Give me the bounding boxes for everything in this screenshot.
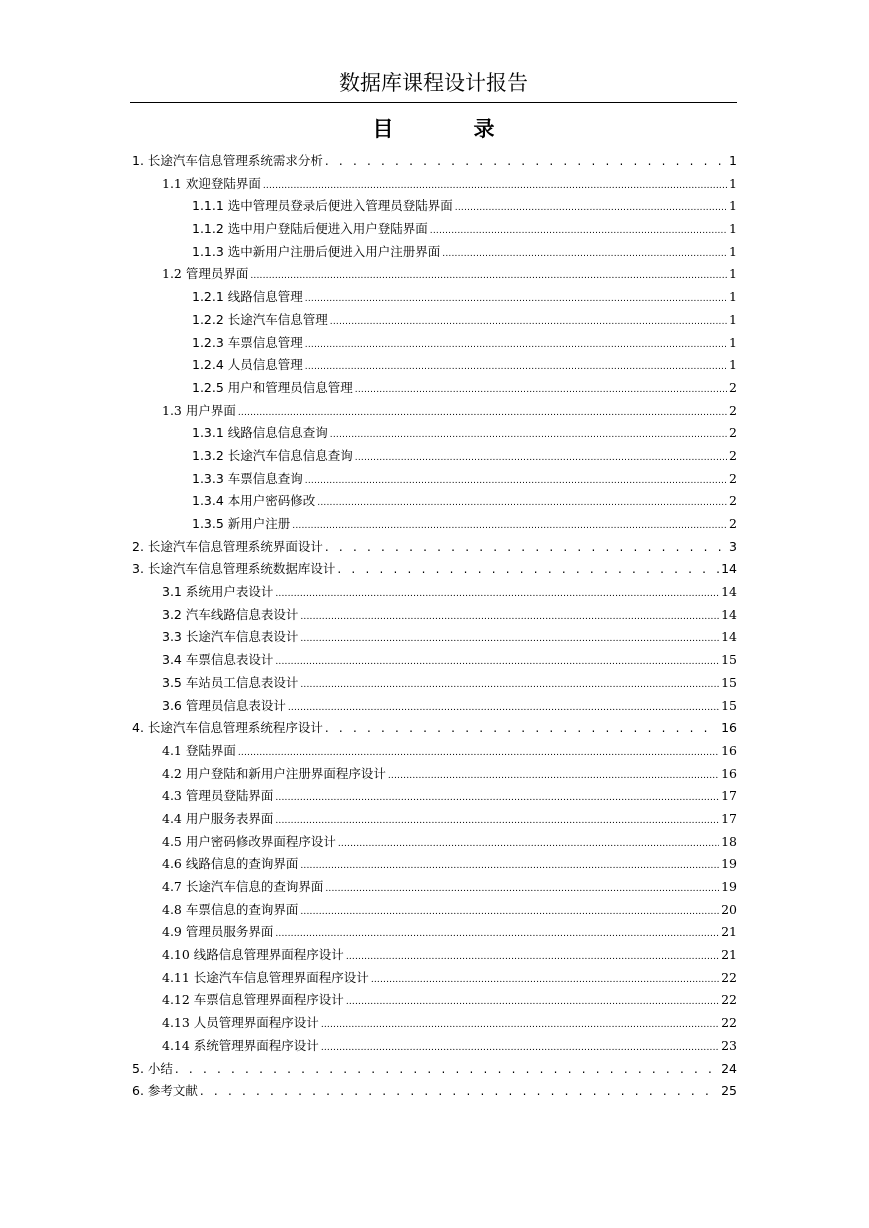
toc-entry-label: 4.9 管理员服务界面 [162, 924, 274, 940]
toc-dot-leader [175, 1058, 719, 1081]
toc-entry[interactable] [130, 400, 737, 423]
toc-entry-label: 1.1 欢迎登陆界面 [162, 175, 261, 191]
toc-dot-leader [300, 855, 719, 878]
toc-entry-page-number: 14 [721, 606, 737, 622]
toc-entry[interactable] [130, 1035, 737, 1058]
toc-entry-page-number: 1 [729, 198, 737, 214]
toc-entry-page-number: 1 [729, 289, 737, 305]
toc-entry[interactable] [130, 649, 737, 672]
toc-entry-page-number: 25 [721, 1083, 737, 1099]
toc-entry-page-number: 2 [729, 470, 737, 486]
toc-dot-leader [275, 651, 719, 674]
toc-dot-leader [275, 923, 719, 946]
toc-dot-leader [305, 356, 727, 379]
toc-entry-page-number: 1 [729, 311, 737, 327]
toc-entry[interactable] [130, 808, 737, 831]
toc-dot-leader [305, 470, 727, 493]
toc-entry-label: 4.4 用户服务表界面 [162, 810, 274, 826]
toc-entry-label: 1.1.2 选中用户登陆后便进入用户登陆界面 [192, 221, 428, 237]
toc-entry-label: 4. 长途汽车信息管理系统程序设计 [132, 720, 323, 736]
toc-dot-leader [455, 197, 727, 220]
toc-dot-leader [337, 558, 719, 581]
toc-title [130, 114, 737, 144]
header-divider [130, 102, 737, 103]
toc-entry-label: 1.3.4 本用户密码修改 [192, 493, 316, 509]
toc-dot-leader [275, 583, 719, 606]
toc-dot-leader [321, 1037, 719, 1060]
toc-entry[interactable] [130, 717, 737, 740]
toc-entry-label: 3.4 车票信息表设计 [162, 652, 274, 668]
toc-entry-page-number: 14 [721, 561, 737, 577]
toc-entry-label: 3.5 车站员工信息表设计 [162, 674, 299, 690]
toc-entry-label: 3.3 长途汽车信息表设计 [162, 629, 299, 645]
toc-entry-page-number: 19 [721, 856, 737, 872]
toc-entry[interactable] [130, 740, 737, 763]
toc-entry-page-number: 20 [721, 901, 737, 917]
toc-entry-label: 2. 长途汽车信息管理系统界面设计 [132, 538, 323, 554]
toc-entry-page-number: 2 [729, 425, 737, 441]
toc-dot-leader [346, 991, 719, 1014]
toc-entry-label: 1.3 用户界面 [162, 402, 236, 418]
toc-entry-page-number: 3 [729, 538, 737, 554]
toc-entry-label: 1.2.2 长途汽车信息管理 [192, 311, 328, 327]
toc-entry-label: 4.6 线路信息的查询界面 [162, 856, 299, 872]
toc-dot-leader [442, 243, 727, 266]
toc-entry[interactable] [130, 195, 737, 218]
toc-entry[interactable] [130, 672, 737, 695]
toc-entry-label: 1.3.5 新用户注册 [192, 516, 291, 531]
toc-entry[interactable] [130, 1012, 737, 1035]
toc-entry-page-number: 22 [721, 992, 737, 1008]
toc-dot-leader [292, 515, 727, 538]
toc-dot-leader [250, 265, 727, 288]
toc-entry[interactable] [130, 513, 737, 536]
toc-entry-page-number: 22 [721, 969, 737, 985]
toc-entry-page-number: 2 [729, 379, 737, 395]
toc-entry-label: 3.6 管理员信息表设计 [162, 697, 286, 713]
toc-entry[interactable] [130, 763, 737, 786]
toc-dot-leader [300, 628, 719, 651]
toc-entry-label: 1.3.3 车票信息查询 [192, 470, 303, 486]
toc-entry-page-number: 16 [721, 765, 737, 781]
toc-entry-label: 4.13 人员管理界面程序设计 [162, 1015, 319, 1031]
toc-entry-page-number: 16 [721, 720, 737, 736]
toc-entry[interactable] [130, 309, 737, 332]
table-of-contents [130, 150, 737, 1103]
toc-entry[interactable] [130, 785, 737, 808]
toc-dot-leader [305, 288, 727, 311]
toc-entry[interactable] [130, 1058, 737, 1081]
toc-entry-page-number: 21 [721, 947, 737, 963]
toc-entry-page-number: 2 [729, 516, 737, 531]
toc-entry-page-number: 17 [721, 788, 737, 804]
toc-entry-page-number: 24 [721, 1060, 737, 1076]
toc-entry-label: 1.2.1 线路信息管理 [192, 289, 303, 305]
toc-entry[interactable] [130, 150, 737, 173]
toc-entry-page-number: 21 [721, 924, 737, 940]
toc-entry-page-number: 22 [721, 1015, 737, 1031]
toc-title-char-2: 录 [473, 117, 495, 141]
toc-dot-leader [346, 946, 719, 969]
toc-entry-page-number: 2 [729, 447, 737, 463]
toc-entry[interactable] [130, 989, 737, 1012]
toc-entry[interactable] [130, 377, 737, 400]
toc-entry-page-number: 14 [721, 584, 737, 600]
toc-dot-leader [355, 447, 727, 470]
toc-entry[interactable] [130, 422, 737, 445]
toc-entry[interactable] [130, 490, 737, 513]
toc-entry[interactable] [130, 468, 737, 491]
toc-entry[interactable] [130, 853, 737, 876]
toc-entry-page-number: 15 [721, 652, 737, 668]
toc-entry-label: 1.2.3 车票信息管理 [192, 334, 303, 350]
toc-entry[interactable] [130, 445, 737, 468]
toc-entry-page-number: 19 [721, 879, 737, 894]
toc-entry[interactable] [130, 1080, 737, 1103]
toc-entry-page-number: 2 [729, 402, 737, 418]
toc-dot-leader [300, 674, 719, 697]
toc-dot-leader [200, 1080, 719, 1103]
toc-entry-page-number: 1 [729, 334, 737, 350]
toc-entry-page-number: 1 [729, 153, 737, 168]
toc-entry-label: 1.2.4 人员信息管理 [192, 357, 303, 373]
toc-entry-label: 4.3 管理员登陆界面 [162, 788, 274, 804]
toc-dot-leader [263, 175, 727, 198]
toc-entry-page-number: 23 [721, 1037, 737, 1053]
toc-entry-label: 1.3.2 长途汽车信息信息查询 [192, 447, 353, 463]
toc-entry[interactable] [130, 558, 737, 581]
toc-dot-leader [300, 606, 719, 629]
toc-entry[interactable] [130, 876, 737, 899]
toc-entry-page-number: 14 [721, 629, 737, 645]
toc-dot-leader [300, 901, 719, 924]
toc-entry[interactable] [130, 899, 737, 922]
toc-entry-label: 1.2.5 用户和管理员信息管理 [192, 379, 353, 395]
toc-entry-label: 3.2 汽车线路信息表设计 [162, 606, 299, 622]
toc-entry[interactable] [130, 263, 737, 286]
toc-entry-label: 1.2 管理员界面 [162, 266, 249, 282]
toc-entry[interactable] [130, 536, 737, 559]
toc-dot-leader [321, 1014, 719, 1037]
toc-entry-page-number: 2 [729, 493, 737, 509]
toc-entry[interactable] [130, 695, 737, 718]
toc-dot-leader [388, 765, 719, 788]
toc-entry-label: 4.8 车票信息的查询界面 [162, 901, 299, 917]
toc-dot-leader [317, 492, 727, 515]
toc-dot-leader [238, 402, 727, 425]
toc-entry-label: 4.2 用户登陆和新用户注册界面程序设计 [162, 765, 386, 781]
toc-entry-label: 3. 长途汽车信息管理系统数据库设计 [132, 561, 336, 577]
toc-entry[interactable] [130, 604, 737, 627]
toc-entry-label: 4.14 系统管理界面程序设计 [162, 1037, 319, 1053]
toc-entry[interactable] [130, 967, 737, 990]
toc-entry[interactable] [130, 332, 737, 355]
toc-entry[interactable] [130, 831, 737, 854]
toc-entry-label: 6. 参考文献 [132, 1083, 198, 1099]
toc-entry-page-number: 15 [721, 674, 737, 690]
toc-entry[interactable] [130, 218, 737, 241]
toc-entry-label: 4.7 长途汽车信息的查询界面 [162, 879, 324, 894]
document-header-title: 数据库课程设计报告 [339, 71, 528, 95]
toc-entry-page-number: 17 [721, 810, 737, 826]
toc-dot-leader [275, 787, 719, 810]
toc-dot-leader [238, 742, 719, 765]
toc-entry-page-number: 1 [729, 221, 737, 237]
toc-entry[interactable] [130, 626, 737, 649]
toc-entry-label: 5. 小结 [132, 1060, 173, 1076]
toc-entry[interactable] [130, 944, 737, 967]
toc-dot-leader [275, 810, 719, 833]
toc-entry-label: 3.1 系统用户表设计 [162, 584, 274, 600]
toc-entry[interactable] [130, 173, 737, 196]
toc-dot-leader [355, 379, 727, 402]
toc-dot-leader [371, 969, 719, 992]
toc-entry-label: 1. 长途汽车信息管理系统需求分析 [132, 153, 323, 168]
toc-entry[interactable] [130, 241, 737, 264]
toc-entry-page-number: 1 [729, 243, 737, 259]
toc-entry-page-number: 1 [729, 175, 737, 191]
toc-title-char-1: 目 [372, 117, 394, 141]
toc-dot-leader [305, 334, 727, 357]
toc-entry-page-number: 1 [729, 357, 737, 373]
toc-entry[interactable] [130, 921, 737, 944]
toc-dot-leader [325, 717, 719, 740]
toc-entry-label: 4.5 用户密码修改界面程序设计 [162, 833, 336, 849]
toc-entry-page-number: 16 [721, 742, 737, 758]
toc-entry[interactable] [130, 286, 737, 309]
toc-entry-label: 4.11 长途汽车信息管理界面程序设计 [162, 969, 369, 985]
toc-entry[interactable] [130, 581, 737, 604]
toc-dot-leader [325, 878, 719, 901]
toc-entry-label: 1.1.1 选中管理员登录后便进入管理员登陆界面 [192, 198, 453, 214]
toc-entry-label: 4.10 线路信息管理界面程序设计 [162, 947, 344, 963]
toc-entry-label: 4.12 车票信息管理界面程序设计 [162, 992, 344, 1008]
toc-entry[interactable] [130, 354, 737, 377]
toc-entry-page-number: 15 [721, 697, 737, 713]
toc-dot-leader [325, 150, 727, 173]
toc-entry-page-number: 1 [729, 266, 737, 282]
toc-dot-leader [338, 833, 719, 856]
toc-entry-label: 1.3.1 线路信息信息查询 [192, 425, 328, 441]
toc-entry-page-number: 18 [721, 833, 737, 849]
toc-entry-label: 1.1.3 选中新用户注册后便进入用户注册界面 [192, 243, 441, 259]
toc-dot-leader [325, 536, 727, 559]
toc-dot-leader [288, 697, 719, 720]
toc-entry-label: 4.1 登陆界面 [162, 742, 236, 758]
toc-dot-leader [330, 424, 727, 447]
toc-dot-leader [330, 311, 727, 334]
toc-dot-leader [430, 220, 727, 243]
